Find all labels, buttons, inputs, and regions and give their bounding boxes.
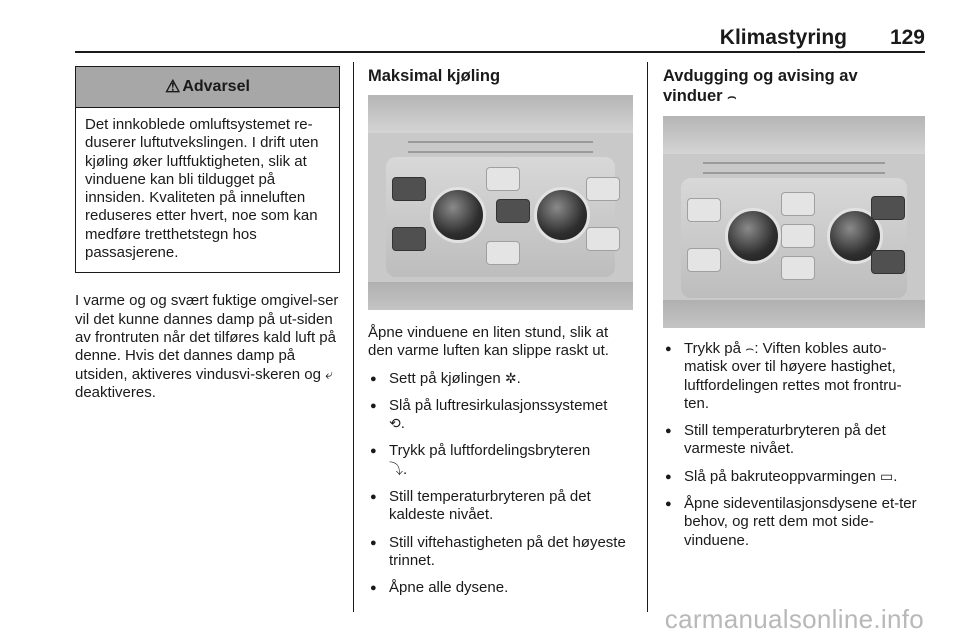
panel-button <box>781 256 815 280</box>
panel-button <box>486 167 520 191</box>
paragraph-text-end: deaktiveres. <box>75 383 156 401</box>
recirculation-icon: ⟲ <box>389 416 401 433</box>
column-divider-1 <box>353 62 354 612</box>
fan-speed-knob <box>534 187 590 243</box>
panel-button <box>687 248 721 272</box>
rear-window-heating-button <box>871 250 905 274</box>
list-item: ● Trykk på luftfordelingsbryteren ⤵. <box>368 442 633 479</box>
list-item: ● Still temperaturbryteren på det kaldeste nivået. <box>368 488 633 525</box>
panel-slots <box>703 162 885 174</box>
page-title: Klimastyring <box>719 26 847 49</box>
warning-box <box>75 66 340 273</box>
section-heading-defog: Avdugging og avising av vinduer ⌢ <box>663 67 858 105</box>
air-distribution-button <box>496 199 530 223</box>
cooling-steps-list <box>368 370 633 598</box>
watermark: carmanualsonline.info <box>664 604 924 634</box>
list-item: ● Trykk på ⌢: Viften kobles auto-matisk over til høyere hastighet, luftfordelingen rettes mot frontru-ten. <box>663 340 925 413</box>
air-distribution-icon: ⤵ <box>389 461 403 478</box>
warning-header <box>76 67 339 108</box>
section-heading-max-cooling: Maksimal kjøling <box>368 67 501 85</box>
climate-panel-photo <box>368 95 633 310</box>
panel-button <box>781 224 815 248</box>
defog-panel-photo <box>663 116 925 328</box>
header-rule <box>75 51 925 53</box>
control-panel <box>386 157 615 277</box>
list-item: ● Still viftehastigheten på det høyeste trinnet. <box>368 534 633 571</box>
cooling-button <box>392 177 426 201</box>
defrost-windscreen-icon: ⌢ <box>727 89 737 105</box>
page-header <box>75 26 925 50</box>
list-item: ● Slå på bakruteoppvarmingen ▭. <box>663 468 925 486</box>
list-item: ● Slå på luftresirkulasjonssystemet ⟲. <box>368 397 633 434</box>
list-item: ● Åpne sideventilasjonsdysene et-ter behov, og rett dem mot side-vinduene. <box>663 495 925 550</box>
panel-lower-trim <box>368 282 633 310</box>
panel-button <box>486 241 520 265</box>
control-panel <box>681 178 907 298</box>
defrost-button <box>871 196 905 220</box>
warning-triangle-icon: ⚠ <box>165 77 181 96</box>
page-number: 129 <box>889 26 925 49</box>
panel-button <box>687 198 721 222</box>
column-2 <box>368 66 633 598</box>
defrost-windscreen-icon: ⌢ <box>745 341 755 357</box>
rear-window-heating-icon: ▭ <box>879 468 894 485</box>
column-1 <box>75 66 340 402</box>
list-item: ● Sett på kjølingen ✲. <box>368 370 633 388</box>
panel-button <box>586 177 620 201</box>
warning-text: Det innkoblede omluftsystemet re-duserer luftutvekslingen. I drift uten kjøling øker luftfuktigheten, slik at vinduene kan bli tildugget på innsiden. Kvaliteten på inneluften reduseres etter hvert, noe som kan medføre tretthetstegn hos passasjerene. <box>85 116 319 262</box>
windscreen-airflow-icon: ⤶ <box>325 366 333 383</box>
panel-button <box>586 227 620 251</box>
list-item: ● Åpne alle dysene. <box>368 579 633 597</box>
panel-vent-area <box>663 116 925 154</box>
panel-slots <box>408 141 593 153</box>
paragraph-text: I varme og og svært fuktige omgivel-ser vil det kunne dannes damp på ut-siden av frontruten når det tilføres kald luft på denne. Hvis det dannes damp på utsiden, aktiveres vindusvi-skeren og <box>75 292 339 383</box>
temperature-knob <box>725 208 781 264</box>
panel-vent-area <box>368 95 633 133</box>
recirculation-button <box>392 227 426 251</box>
defog-steps-list <box>663 340 925 550</box>
column-divider-2 <box>647 62 648 612</box>
temperature-knob <box>430 187 486 243</box>
intro-paragraph: Åpne vinduene en liten stund, slik at den varme luften kan slippe raskt ut. <box>368 324 609 360</box>
condensation-paragraph <box>75 292 340 402</box>
column-3 <box>663 66 925 550</box>
warning-title: Advarsel <box>182 78 250 95</box>
panel-button <box>781 192 815 216</box>
panel-lower-trim <box>663 300 925 328</box>
cooling-snowflake-icon: ✲ <box>504 370 517 387</box>
list-item: ● Still temperaturbryteren på det varmeste nivået. <box>663 422 925 459</box>
